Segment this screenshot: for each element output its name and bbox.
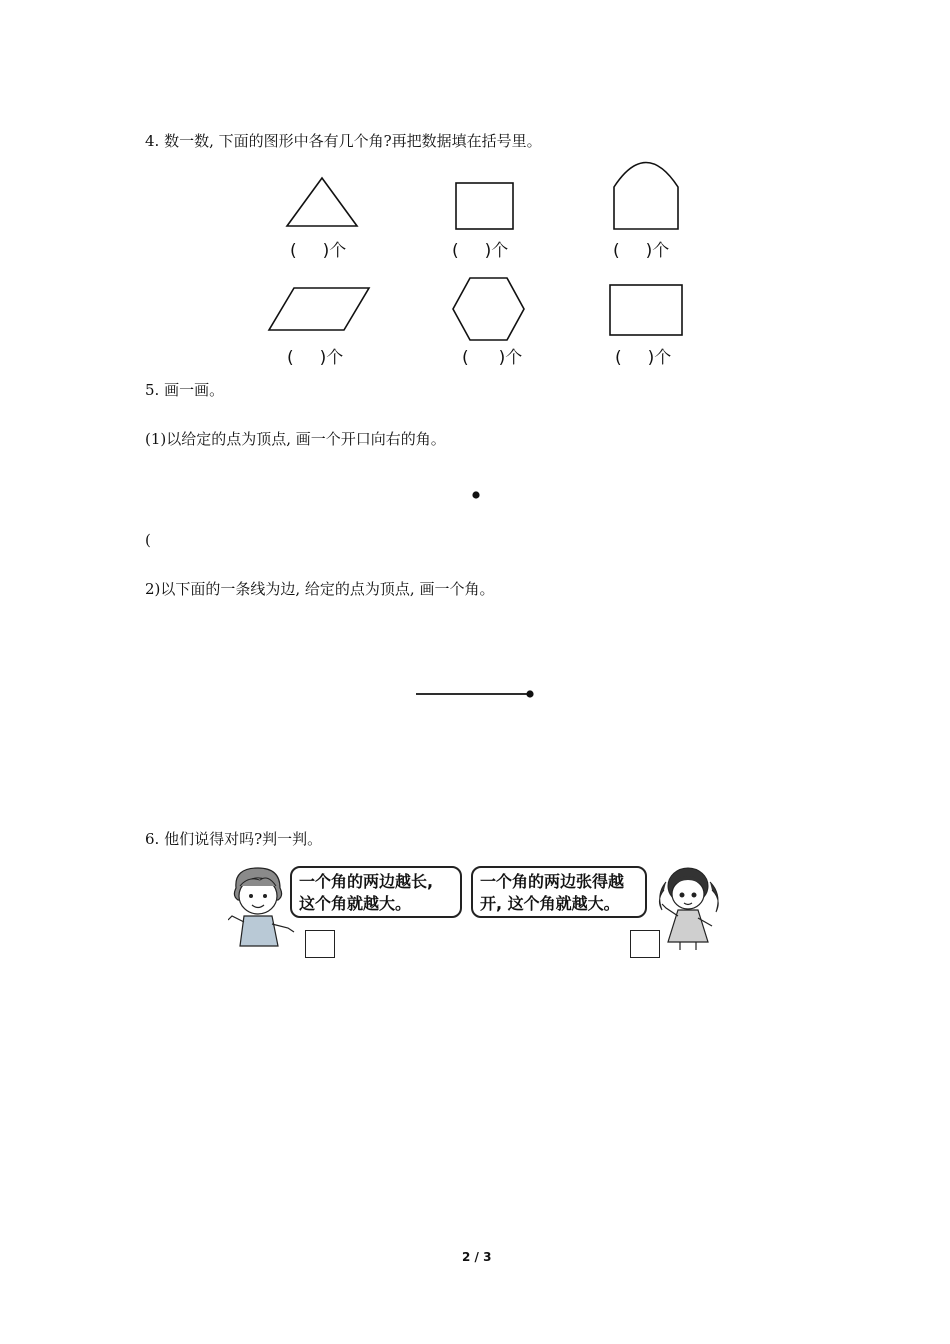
triangle-shape [287,178,357,226]
q6-title: 6. 他们说得对吗?判一判。 [145,830,323,848]
girl-illustration [652,864,724,952]
q5-part2: 2)以下面的一条线为边, 给定的点为顶点, 画一个角。 [145,580,495,598]
boy-speech-bubble [290,866,462,918]
boy-line-2: 这个角就越大。 [299,894,412,913]
parallelogram-caption: ( )个 [287,348,344,368]
q5-part1: (1)以给定的点为顶点, 画一个开口向右的角。 [145,430,446,448]
vertex-dot-2 [526,690,533,697]
vertex-dot-1 [472,491,479,498]
rectangle-shape [610,285,682,335]
parallelogram-shape [269,288,369,330]
hexagon-shape [453,278,524,340]
rectangle-caption: ( )个 [615,348,672,368]
triangle-caption: ( )个 [290,241,347,261]
q5-title: 5. 画一画。 [145,381,225,399]
girl-line-1: 一个角的两边张得越 [480,872,625,891]
q4-title: 4. 数一数, 下面的图形中各有几个角?再把数据填在括号里。 [145,132,542,150]
girl-line-2: 开, 这个角就越大。 [480,894,620,913]
boy-line-1: 一个角的两边越长, [299,872,434,891]
boy-answer-box[interactable] [305,930,335,958]
q5-stray-paren: ( [145,531,151,549]
girl-answer-box[interactable] [630,930,660,958]
arch-caption: ( )个 [613,241,670,261]
hexagon-caption: ( )个 [462,348,523,368]
square-caption: ( )个 [452,241,509,261]
page-number: 2 / 3 [462,1250,492,1264]
girl-speech-bubble [471,866,647,918]
boy-illustration [228,866,298,950]
square-shape [456,183,513,229]
arch-shape [614,163,678,230]
